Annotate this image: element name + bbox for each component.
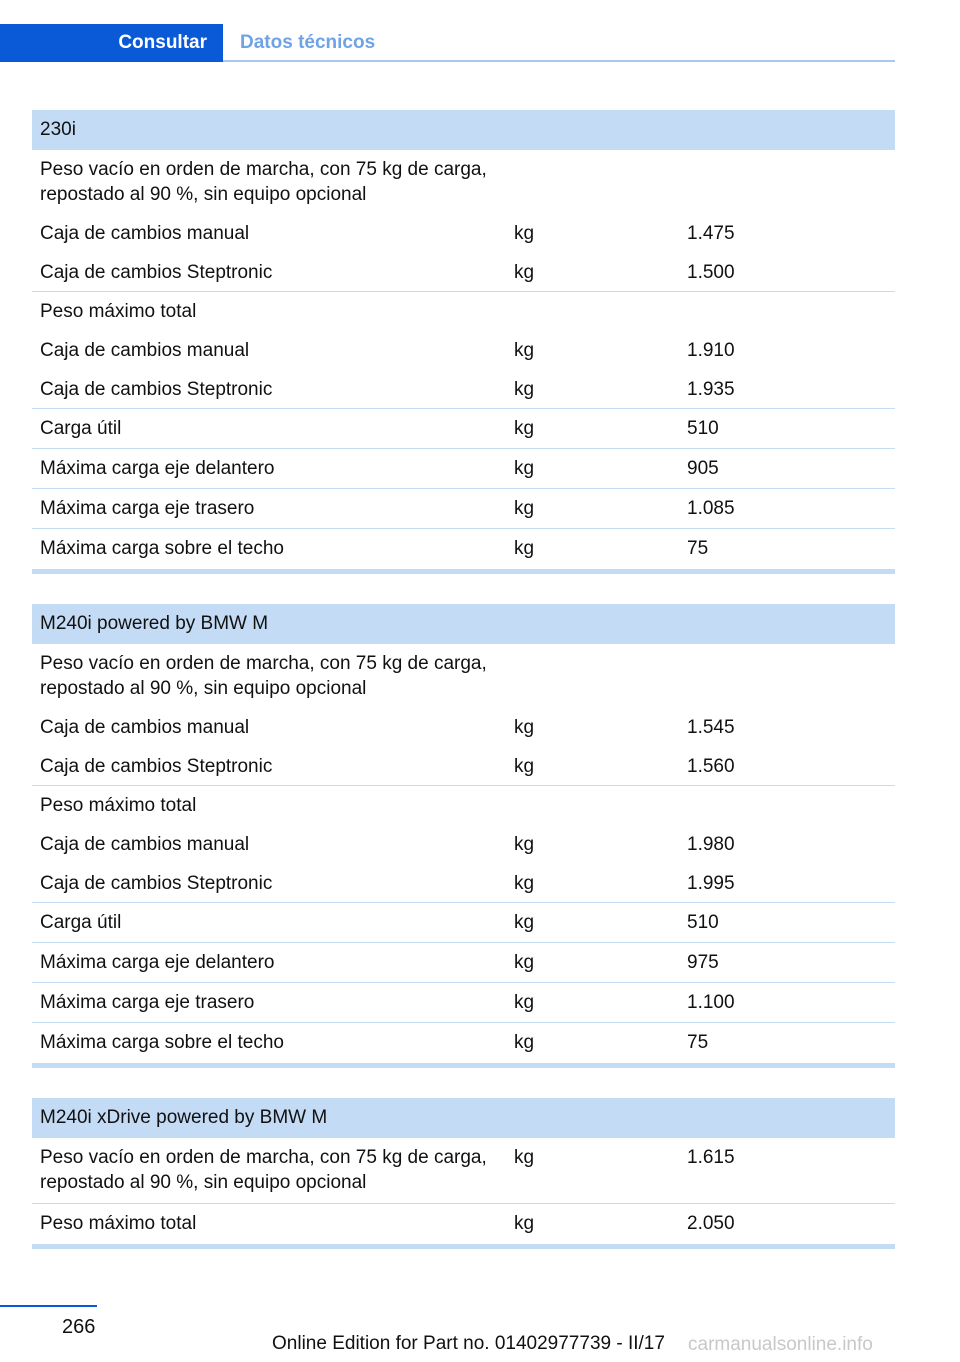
row-unit: kg <box>514 952 535 973</box>
row-label: Caja de cambios manual <box>40 340 250 361</box>
table-row <box>32 864 895 903</box>
row-unit: kg <box>514 756 535 777</box>
row-label: Peso máximo total <box>40 795 197 816</box>
table-row <box>32 214 895 253</box>
section-end-bar <box>32 1244 895 1249</box>
footer-accent-line <box>0 1305 97 1307</box>
row-unit: kg <box>514 992 535 1013</box>
section-title: M240i xDrive powered by BMW M <box>32 1098 895 1138</box>
row-label: Peso vacío en orden de marcha, con 75 kg de carga, repostado al 90 %, sin equipo opcional <box>40 159 487 205</box>
row-label: Máxima carga sobre el techo <box>40 538 284 559</box>
row-value: 1.935 <box>687 379 735 400</box>
row-unit: kg <box>514 1213 535 1234</box>
row-value: 975 <box>687 952 719 973</box>
watermark: carmanualsonline.info <box>688 1334 873 1355</box>
row-label: Carga útil <box>40 912 122 933</box>
row-value: 1.100 <box>687 992 735 1013</box>
row-unit: kg <box>514 379 535 400</box>
table-row <box>32 370 895 409</box>
row-label: Caja de cambios manual <box>40 834 250 855</box>
row-value: 2.050 <box>687 1213 735 1234</box>
table-row <box>32 825 895 864</box>
table-row <box>32 529 895 569</box>
row-label: Máxima carga eje delantero <box>40 458 275 479</box>
section-end-bar <box>32 569 895 574</box>
table-row <box>32 747 895 786</box>
row-unit: kg <box>514 873 535 894</box>
row-label: Máxima carga eje delantero <box>40 952 275 973</box>
row-unit: kg <box>514 458 535 479</box>
row-label: Peso máximo total <box>40 1213 197 1234</box>
row-value: 1.560 <box>687 756 735 777</box>
row-label: Máxima carga sobre el techo <box>40 1032 284 1053</box>
table-row <box>32 489 895 529</box>
row-label: Máxima carga eje trasero <box>40 498 255 519</box>
row-value: 1.500 <box>687 262 735 283</box>
row-value: 510 <box>687 912 719 933</box>
table-row <box>32 409 895 449</box>
row-value: 75 <box>687 538 709 559</box>
spec-table-m240i <box>32 604 895 1068</box>
row-unit: kg <box>514 717 535 738</box>
table-row <box>32 644 895 708</box>
row-unit: kg <box>514 262 535 283</box>
row-unit: kg <box>514 538 535 559</box>
tab-consultar[interactable]: Consultar <box>0 24 223 62</box>
table-row <box>32 903 895 943</box>
row-value: 510 <box>687 418 719 439</box>
row-unit: kg <box>514 418 535 439</box>
row-label: Peso vacío en orden de marcha, con 75 kg de carga, repostado al 90 %, sin equipo opcional <box>40 653 487 699</box>
row-unit: kg <box>514 340 535 361</box>
row-value: 905 <box>687 458 719 479</box>
row-label: Carga útil <box>40 418 122 439</box>
row-value: 1.475 <box>687 223 735 244</box>
row-label: Peso vacío en orden de marcha, con 75 kg de carga, repostado al 90 %, sin equipo opcional <box>40 1147 487 1193</box>
table-row <box>32 449 895 489</box>
table-row <box>32 943 895 983</box>
row-label: Caja de cambios Steptronic <box>40 873 273 894</box>
table-row <box>32 253 895 292</box>
table-row <box>32 786 895 825</box>
row-unit: kg <box>514 1032 535 1053</box>
row-value: 1.545 <box>687 717 735 738</box>
row-unit: kg <box>514 498 535 519</box>
spec-table-230i <box>32 110 895 574</box>
table-row <box>32 150 895 214</box>
row-unit: kg <box>514 834 535 855</box>
row-value: 1.615 <box>687 1147 735 1168</box>
page-number: 266 <box>62 1316 96 1338</box>
row-label: Caja de cambios manual <box>40 223 250 244</box>
row-value: 1.980 <box>687 834 735 855</box>
row-unit: kg <box>514 912 535 933</box>
top-navigation <box>0 24 895 62</box>
edition-text: Online Edition for Part no. 01402977739 - II/17 <box>272 1333 665 1354</box>
table-row <box>32 708 895 747</box>
row-value: 1.085 <box>687 498 735 519</box>
table-row <box>32 1204 895 1244</box>
table-row <box>32 1023 895 1063</box>
table-row <box>32 1138 895 1204</box>
row-label: Caja de cambios Steptronic <box>40 262 273 283</box>
section-end-bar <box>32 1063 895 1068</box>
row-label: Caja de cambios Steptronic <box>40 379 273 400</box>
row-label: Caja de cambios Steptronic <box>40 756 273 777</box>
spec-table-m240i-xdrive <box>32 1098 895 1249</box>
table-row <box>32 292 895 331</box>
table-row <box>32 983 895 1023</box>
row-label: Peso máximo total <box>40 301 197 322</box>
table-row <box>32 331 895 370</box>
tab-underline <box>223 60 895 62</box>
tab-datos-tecnicos[interactable]: Datos técnicos <box>240 32 376 53</box>
row-value: 1.995 <box>687 873 735 894</box>
section-title: 230i <box>32 110 895 150</box>
row-value: 1.910 <box>687 340 735 361</box>
row-label: Caja de cambios manual <box>40 717 250 738</box>
row-label: Máxima carga eje trasero <box>40 992 255 1013</box>
section-title: M240i powered by BMW M <box>32 604 895 644</box>
row-value: 75 <box>687 1032 709 1053</box>
row-unit: kg <box>514 1147 535 1168</box>
row-unit: kg <box>514 223 535 244</box>
